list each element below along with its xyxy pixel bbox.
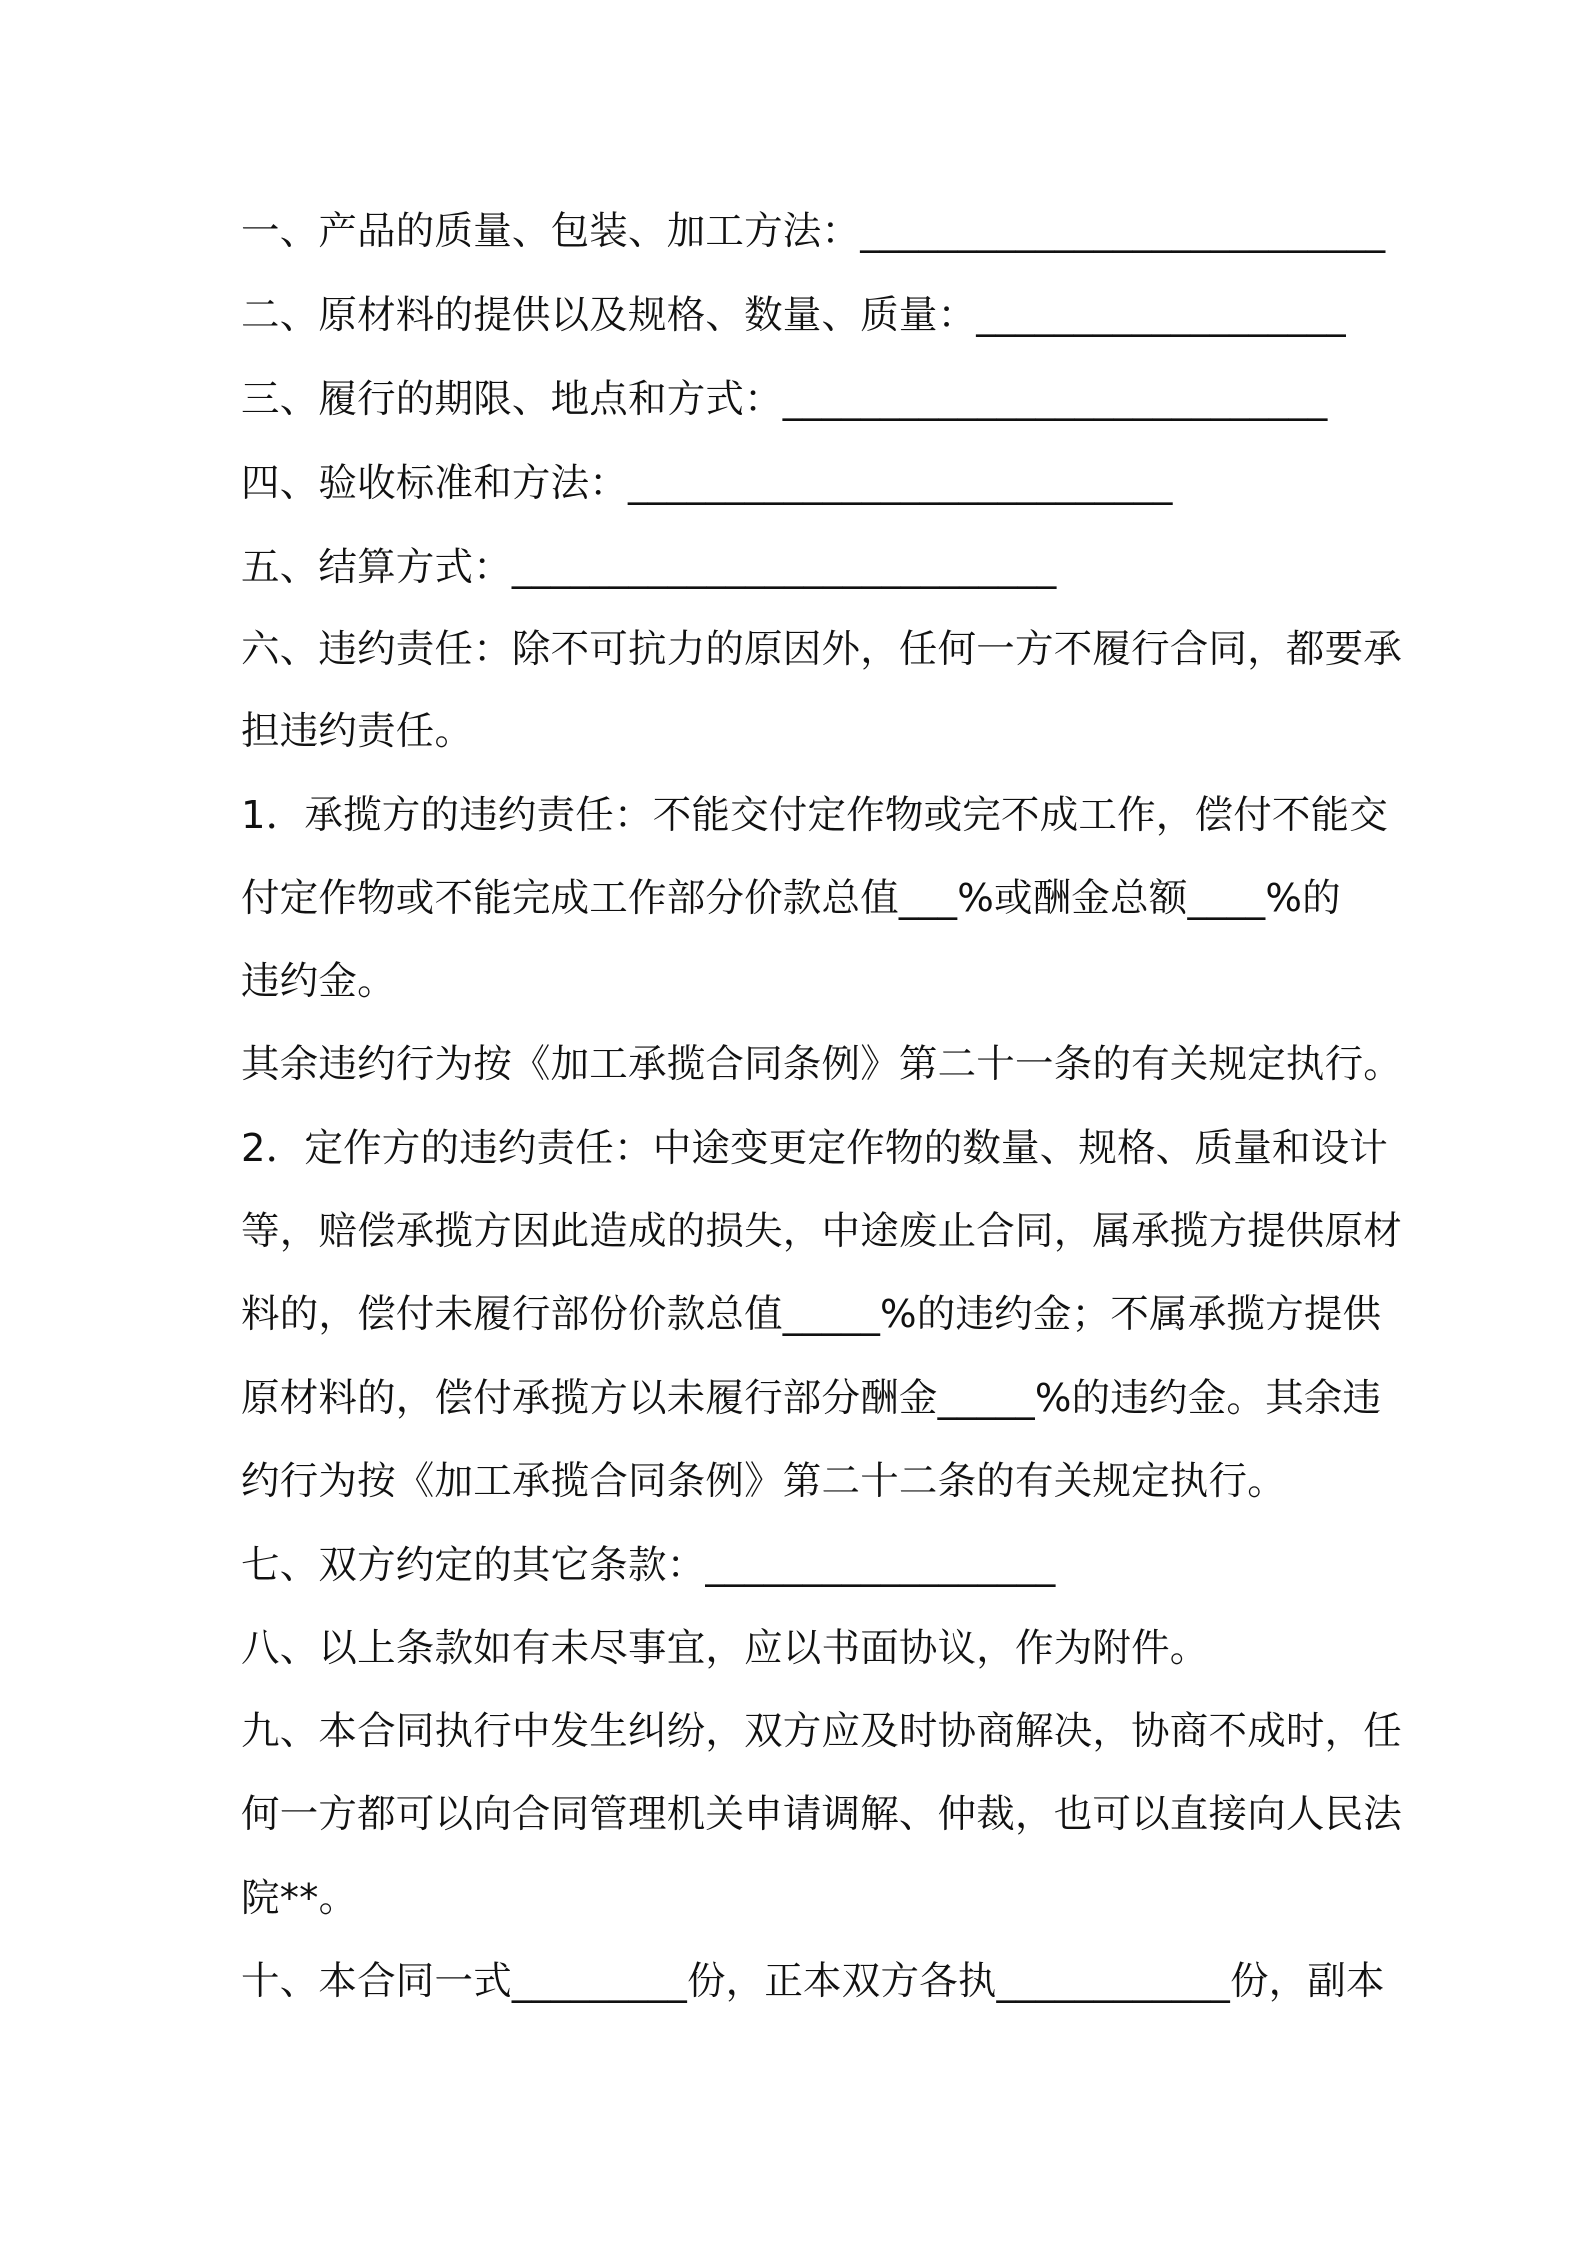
clause-10-copies: 十、本合同一式_________份，正本双方各执____________份，副本 bbox=[241, 1959, 1385, 2004]
clause-6-2-line-1: 2．定作方的违约责任：中途变更定作物的数量、规格、质量和设计 bbox=[241, 1126, 1388, 1171]
clause-1-quality-packaging: 一、产品的质量、包装、加工方法：___________________________ bbox=[241, 209, 1386, 254]
clause-6-2-line-3: 料的，偿付未履行部份价款总值_____%的违约金；不属承揽方提供 bbox=[241, 1292, 1382, 1337]
clause-7-other-terms: 七、双方约定的其它条款：__________________ bbox=[241, 1543, 1056, 1588]
clause-9-dispute-line-1: 九、本合同执行中发生纠纷，双方应及时协商解决，协商不成时，任 bbox=[241, 1709, 1403, 1754]
clause-5-settlement: 五、结算方式：____________________________ bbox=[241, 545, 1057, 590]
clause-6-liability-line-2: 担违约责任。 bbox=[241, 709, 474, 754]
clause-4-acceptance-standard: 四、验收标准和方法：____________________________ bbox=[241, 461, 1173, 506]
clause-6-liability-line-1: 六、违约责任：除不可抗力的原因外，任何一方不履行合同，都要承 bbox=[241, 627, 1403, 672]
clause-8-supplementary: 八、以上条款如有未尽事宜，应以书面协议，作为附件。 bbox=[241, 1626, 1209, 1671]
clause-6-1-line-2: 付定作物或不能完成工作部分价款总值___%或酬金总额____%的 bbox=[241, 876, 1341, 921]
clause-9-dispute-line-3: 院**。 bbox=[241, 1876, 358, 1921]
clause-6-1-line-3: 违约金。 bbox=[241, 959, 396, 1004]
clause-3-performance-term: 三、履行的期限、地点和方式：____________________________ bbox=[241, 377, 1328, 422]
clause-6-2-line-5: 约行为按《加工承揽合同条例》第二十二条的有关规定执行。 bbox=[241, 1459, 1286, 1504]
clause-6-1-line-1: 1．承揽方的违约责任：不能交付定作物或完不成工作，偿付不能交 bbox=[241, 793, 1388, 838]
clause-6-2-line-4: 原材料的，偿付承揽方以未履行部分酬金_____%的违约金。其余违 bbox=[241, 1376, 1382, 1421]
clause-2-raw-materials: 二、原材料的提供以及规格、数量、质量：___________________ bbox=[241, 293, 1346, 338]
clause-6-2-line-2: 等，赔偿承揽方因此造成的损失，中途废止合同，属承揽方提供原材 bbox=[241, 1209, 1403, 1254]
clause-6-other-violations: 其余违约行为按《加工承揽合同条例》第二十一条的有关规定执行。 bbox=[241, 1042, 1403, 1087]
clause-9-dispute-line-2: 何一方都可以向合同管理机关申请调解、仲裁，也可以直接向人民法 bbox=[241, 1792, 1403, 1837]
